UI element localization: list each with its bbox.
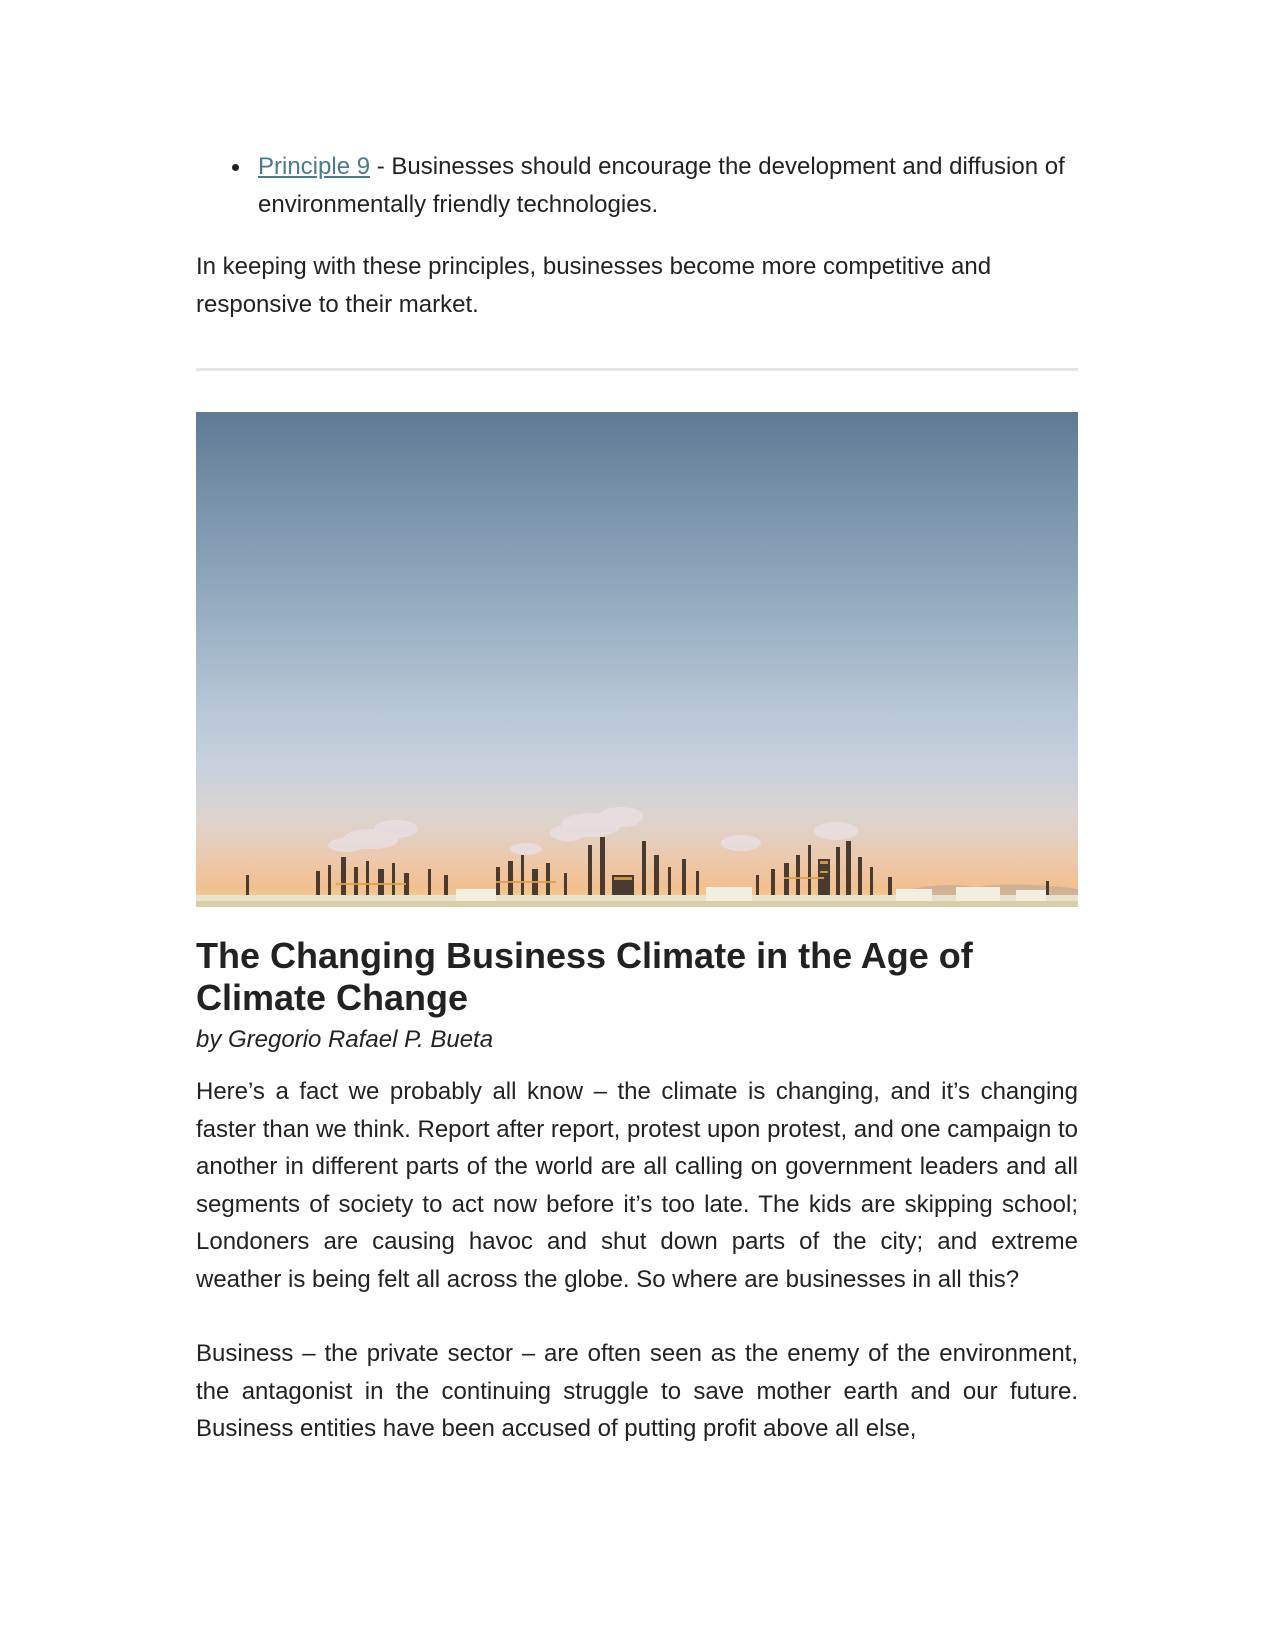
article-title: The Changing Business Climate in the Age of Climate Change [196, 935, 973, 1018]
refinery-silhouette [196, 797, 1078, 907]
document-page [196, 148, 1078, 1448]
section-divider [196, 368, 1078, 371]
bullet-icon [232, 164, 239, 171]
principles-list [196, 148, 1078, 224]
article-paragraph: Business – the private sector – are often seen as the enemy of the environment, the antagonist in the continuing struggle to save mother earth and our future. Business entities have been accused of putting profit above all else, [196, 1340, 1078, 1442]
article-paragraph: Here’s a fact we probably all know – the climate is changing, and it’s changing faster than we think. Report after report, protest upon protest, and one campaign to another in different parts of the world are all calling on government leaders and all segments of society to act now before it’s too late. The kids are skipping school; Londoners are causing havoc and shut down parts of the city; and extreme weather is being felt all across the globe. So where are businesses in all this? [196, 1078, 1078, 1293]
intro-paragraph: In keeping with these principles, businesses become more competitive and responsive to their market. [196, 253, 992, 318]
list-item [258, 148, 1078, 224]
bullet-text: - Businesses should encourage the development and diffusion of environmentally friendly technologies. [258, 153, 1065, 218]
refinery-skyline-image [196, 412, 1078, 907]
article-byline: by Gregorio Rafael P. Bueta [196, 1026, 494, 1053]
principle-9-link[interactable]: Principle 9 [258, 153, 371, 180]
